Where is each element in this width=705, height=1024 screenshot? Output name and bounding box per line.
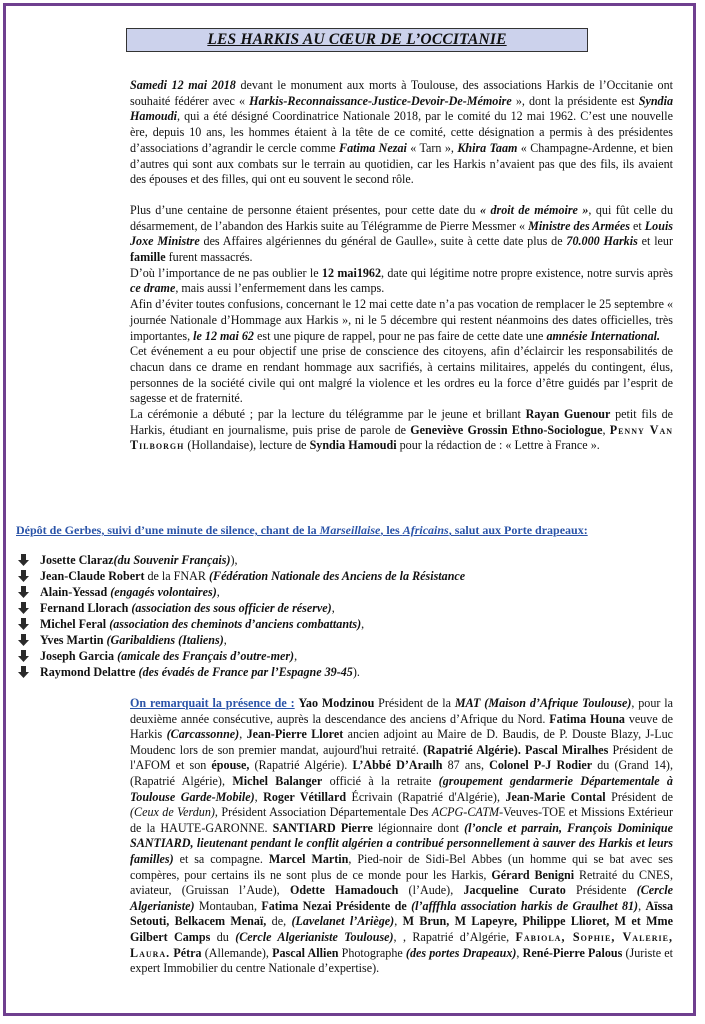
org-name: (Fédération Nationale des Anciens de la Résistance [208,569,466,583]
text: légionnaire dont [372,820,465,835]
org-name: (association des sous officier de réserve) [131,601,332,615]
wreath-list-item [18,632,618,648]
person-name: Pascal Allien [272,945,339,960]
person-name: Joseph Garcia [40,649,115,663]
person-name: Yves Martin [40,633,104,647]
arrow-down-bullet-icon [18,634,29,646]
text: , [331,601,335,615]
emphasis: Louis Joxe Ministre [130,218,674,249]
text: , qui fût celle du désarmement, de l’abandon des Harkis suite au Télégramme de Pierre Messmer « [130,202,673,233]
person-name: Geneviève Grossin Ethno-Sociologue [410,422,603,437]
text: devant le monument aux morts à Toulouse, des associations Harkis de l’Occitanie ont souhaité fédérer avec « [130,78,673,108]
person-name: Odette Hamadouch [289,883,399,898]
org-name: (Ceux de Verdun) [130,805,215,820]
text: Plus d’une centaine de personne étaient présentes, pour cette date du [130,202,480,217]
person-name: Aïssa Setouti, Belkacem Menaï, [130,898,674,929]
text: », dont la présidente est [511,93,639,108]
text: , [294,649,298,663]
motto: Harkis-Reconnaissance-Justice-Devoir-De-Mémoire [249,93,512,108]
emphasis: amnésie International. [546,328,661,343]
text: , salut aux Porte drapeaux: [448,523,588,537]
text: de, [266,914,292,929]
text: , [394,914,403,929]
attendees-paragraph [130,696,673,977]
emphasis: Ministre des Armées [528,218,630,233]
org-name: (Cercle Algerianiste) [130,883,673,913]
person-name: L’Abbé D’Araılh [352,758,443,773]
text: (Allemande), [201,945,273,960]
person-name: Penny Van Tilborgh [130,422,674,453]
person-name: Josette Claraz [40,553,114,567]
text: , les [380,523,403,537]
org-name: ACPG-CATM- [431,805,504,820]
arrow-down-bullet-icon [18,650,29,662]
text: Retraité du CNES, aviateur, (Gruissan l’Aude), [130,867,673,898]
text: des Affaires algériennes du général de Gaulle», suite à cette date plus de [199,234,567,249]
arrow-down-bullet-icon [18,586,29,598]
place: (Lavelanet l’Ariège) [291,914,395,929]
paragraph-memory [130,203,673,266]
text: Présidente [565,883,637,898]
person-name: Jean-Pierre Lloret [246,727,344,742]
text: , Pied-noir de Sidi-Bel Abbes (un homme qui se bat avec ses compères, pour certains ils ne sont plus de ce monde pour les Harkis, [130,851,673,882]
text: (Juriste et expert Immobilier du centre Nationale d’expertise). [130,945,673,976]
text: officié à la retraite [322,773,439,788]
emphasis: famille [130,250,166,265]
org-name: (Garibaldiens (Italiens) [106,633,224,647]
text: Afin d’éviter toutes confusions, concernant le 12 mai cette date n’a pas vocation de remplacer le 25 septembre « journée Nationale d’Hommage aux Harkis », ni le 5 décembre qui restent néanmoins des dates officielles, très importantes, [130,297,674,343]
text: , mais aussi l’enfermement dans les camps. [175,281,385,296]
person-name: Pétra [173,945,202,960]
text: Dépôt de Gerbes, suivi d’une minute de silence, chant de la [16,523,320,537]
text: Écrivain (Rapatrié d'Algérie), [346,789,506,804]
person-name: Syndia Hamoudi [130,93,674,124]
person-name: Jean-Marie Contal [505,789,606,804]
person-name: Fabiola, Sophie, Valerie, Laura. [130,929,674,960]
paragraph-intro [130,78,673,188]
paragraph-importance [130,266,673,297]
text: ancien adjoint au Maire de D. Baudis, de P. Douste Blazy, J-Luc Moudenc lors de son premier mandat, aujourd'hui retraité. [130,727,674,757]
org-name: MAT (Maison d’Afrique Toulouse) [454,696,632,710]
text: , pour la deuxième année consécutive, auprès la descendance des anciens d’Afrique du Nord. [130,696,674,726]
text: , [638,898,646,913]
text: (l’Aude), [398,883,464,898]
wreath-list-item [18,584,618,600]
text: , [239,727,247,742]
text: petit fils de Harkis, étudiant en journalisme, puis prise de parole de [130,407,673,437]
emphasis: (l’oncle et parrain, François Dominique SANTIARD, lieutenant pendant le conflit algérien a contribué personnellement à sauver des Harkis et leurs familles) [130,820,673,866]
text: 87 ans, [442,758,490,773]
person-name: Jacqueline Curato [463,883,566,898]
text: « Tarn », [406,140,458,155]
emphasis: 70.000 Harkis [566,234,638,249]
person-name: Yao Modzinou [298,696,375,710]
emphasis: Africains [402,523,449,537]
person-name: Jean-Claude Robert [40,569,145,583]
wreath-list-item [18,600,618,616]
text: est une piqure de rappel, pour ne pas faire de cette date une [253,328,547,343]
org-name: (des portes Drapeaux) [405,945,517,960]
text: du (Grand 14), (Rapatrié Algérie), [130,758,673,788]
emphasis: 12 mai1962 [321,265,382,280]
text: « Champagne-Ardenne, et bien d’autres qui sont aux combats sur le terrain au quotidien, car les Harkis n’avaient pas que des fils, ils avaient des épouses et des filles, qui ont eu souvent le second rôle. [130,140,673,187]
text: , date qui légitime notre propre existence, notre survis après [381,265,673,280]
text: et leur [637,234,673,249]
wreath-list-item [18,552,618,568]
event-date: Samedi 12 mai 2018 [130,78,236,92]
article-body [130,78,673,454]
text: Veuves-TOE et Missions Extérieur de la HAUTE-GARONNE. [130,805,673,835]
text: Président de l'AFOM et son [130,742,673,773]
org-name: (groupement gendarmerie Départementale à Toulouse Garde-Mobile) [130,773,673,804]
wreath-laying-heading [16,523,686,538]
text: du [210,929,236,944]
text: et sa compagne. [173,851,269,866]
person-name: Roger Vétillard [263,789,347,804]
arrow-down-bullet-icon [18,570,29,582]
emphasis: ce drame [130,281,176,296]
person-name: Fatima Houna [549,711,625,726]
text: et [629,218,645,233]
text: ), [230,553,238,567]
text: furent massacrés. [165,250,253,265]
emphasis: Marseillaise [319,523,381,537]
text: , [216,585,220,599]
place: (Carcassonne) [166,727,240,742]
wreath-list [18,552,618,680]
page-title: LES HARKIS AU CŒUR DE L’OCCITANIE [126,28,588,52]
text: Photographe [338,945,406,960]
org-name: (Cercle Algerianiste Toulouse) [235,929,394,944]
text: , Président Association Départementale Des [214,805,432,820]
arrow-down-bullet-icon [18,666,29,678]
document-page [3,3,696,1016]
text: (Rapatrié Algérie). [249,758,353,773]
arrow-down-bullet-icon [18,618,29,630]
org-name: (des évadés de France par l’Espagne 39-45 [138,665,353,679]
org-name: (amicale des Français d’outre-mer) [117,649,295,663]
text: Président de [605,789,674,804]
text: , qui a été désigné Coordinatrice Nationale 2018, par le comité du 12 mai 1962. C’est une nouvelle ère, depuis 10 ans, les hommes étaient à la tête de ce comité, cette désignation a permis à des présidentes d’associations d’agrandir le cercle comme [130,109,673,155]
org-name: (engagés volontaires) [110,585,217,599]
text: , [254,789,264,804]
person-name: Michel Feral [40,617,107,631]
person-name: Colonel P-J Rodier [489,758,593,773]
org-name: (association des cheminots d’anciens combattants) [109,617,362,631]
text: Montauban, [194,898,262,913]
emphasis: le 12 mai 62 [193,328,254,343]
text: , [223,633,227,647]
text: La cérémonie a débuté ; par la lecture du télégramme par le jeune et brillant [130,407,526,422]
person-name: SANTIARD Pierre [272,820,373,835]
paragraph-objective: Cet événement a eu pour objectif une prise de conscience des citoyens, afin d’éclaircir les responsabilités de chacun dans ce drame en rendant hommage aux sacrifiés, à certains militaires, appelés du contingent, élus, personnes de la société civile qui ont malgré la violence et les ordres eu la force d’être guidés par l’esprit de sagesse et de fraternité. [130,344,673,406]
attendees-label: On remarquait la présence de : [130,696,295,710]
text: D’où l’importance de ne pas oublier le [130,265,322,280]
wreath-list-item [18,664,618,680]
paragraph-ceremony [130,407,673,454]
person-name: Rayan Guenour [525,407,611,422]
wreath-list-item [18,568,618,584]
text: (Hollandaise), lecture de [184,438,310,453]
wreath-list-item [18,616,618,632]
person-name: (Rapatrié Algérie). Pascal Miralhes [423,742,609,757]
person-name: Gérard Benigni [491,867,575,882]
person-name: Fatima Nezai [339,140,407,155]
person-name: épouse, [211,758,250,773]
person-name: Syndia Hamoudi [309,438,397,453]
person-name: Alain-Yessad [40,585,108,599]
emphasis: « droit de mémoire » [479,202,589,217]
text: ). [352,665,360,679]
person-name: Michel Balanger [232,773,323,788]
person-name: Marcel Martin [268,851,349,866]
text: , , Rapatrié d’Algérie, [393,929,516,944]
text: , [361,617,365,631]
arrow-down-bullet-icon [18,554,29,566]
person-name: Khira Taam [457,140,518,155]
org-name: (du Souvenir Français) [113,553,231,567]
person-name: René-Pierre Palous [522,945,623,960]
paragraph-confusion [130,297,673,344]
person-name: Fernand Llorach [40,601,129,615]
text: veuve de Harkis [130,711,673,742]
person-name: M Brun, M Lapeyre, Philippe Llioret, M et Mme Gilbert Camps [130,914,673,944]
text: , [516,945,523,960]
text: Président de la [374,696,455,710]
text: de la FNAR [144,569,209,583]
arrow-down-bullet-icon [18,602,29,614]
person-name: Fatima Nezai Présidente de [261,898,407,913]
org-name: (l’afffhla association harkis de Graulhet 81) [406,898,639,913]
person-name: Raymond Delattre [40,665,136,679]
text: pour la rédaction de : « Lettre à France ». [396,438,600,453]
text: , [602,422,610,437]
wreath-list-item [18,648,618,664]
